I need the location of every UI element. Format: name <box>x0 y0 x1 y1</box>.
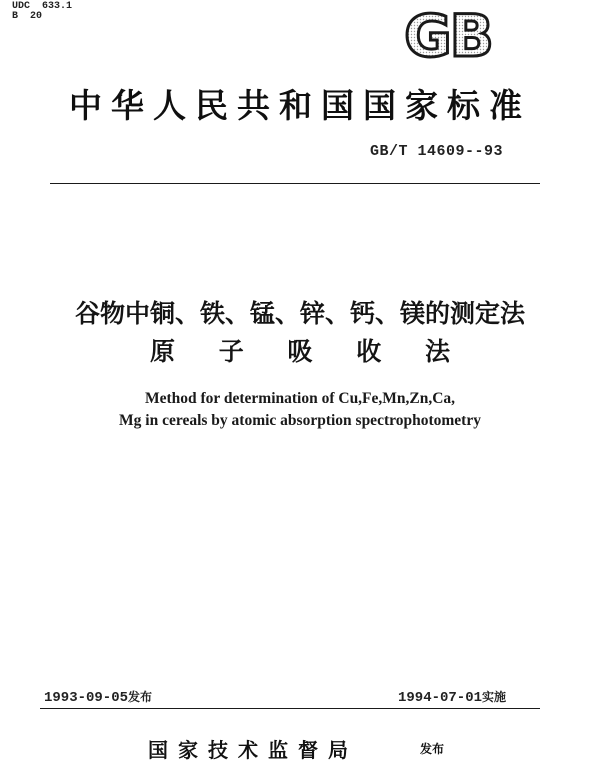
gb-logo-text: GB <box>404 6 492 62</box>
title-cn-line2 <box>150 336 450 368</box>
title-en <box>20 388 580 432</box>
publisher-label: 发布 <box>420 742 445 756</box>
issue-date-block <box>44 688 152 706</box>
title-cn-char: 法 <box>424 337 450 366</box>
title-en-line2: Mg in cereals by atomic absorption spectrophotometry <box>119 412 481 429</box>
gb-logo <box>392 6 504 62</box>
title-cn-char: 收 <box>356 337 382 366</box>
title-cn-char: 子 <box>218 337 244 366</box>
title-cn-char: 吸 <box>287 337 313 366</box>
top-divider <box>50 183 540 184</box>
classification-codes <box>12 2 72 22</box>
title-cn-line1: 谷物中铜、铁、锰、锌、钙、镁的测定法 <box>74 299 525 328</box>
impl-date-block <box>398 688 506 706</box>
org-title: 中华人民共和国国家标准 <box>69 86 531 125</box>
issue-label: 发布 <box>128 690 153 704</box>
impl-label: 实施 <box>482 690 507 704</box>
title-en-line1: Method for determination of Cu,Fe,Mn,Zn,Ca, <box>144 390 456 407</box>
bottom-divider <box>40 708 540 709</box>
publisher-name: 国家技术监督局 <box>148 738 358 762</box>
class-code: B 20 <box>12 11 43 22</box>
impl-date: 1994-07-01 <box>398 690 483 706</box>
title-cn-char: 原 <box>150 337 176 366</box>
issue-date: 1993-09-05 <box>44 690 129 706</box>
standard-number: GB/T 14609--93 <box>370 143 504 160</box>
udc-code: UDC 633.1 <box>12 1 73 12</box>
